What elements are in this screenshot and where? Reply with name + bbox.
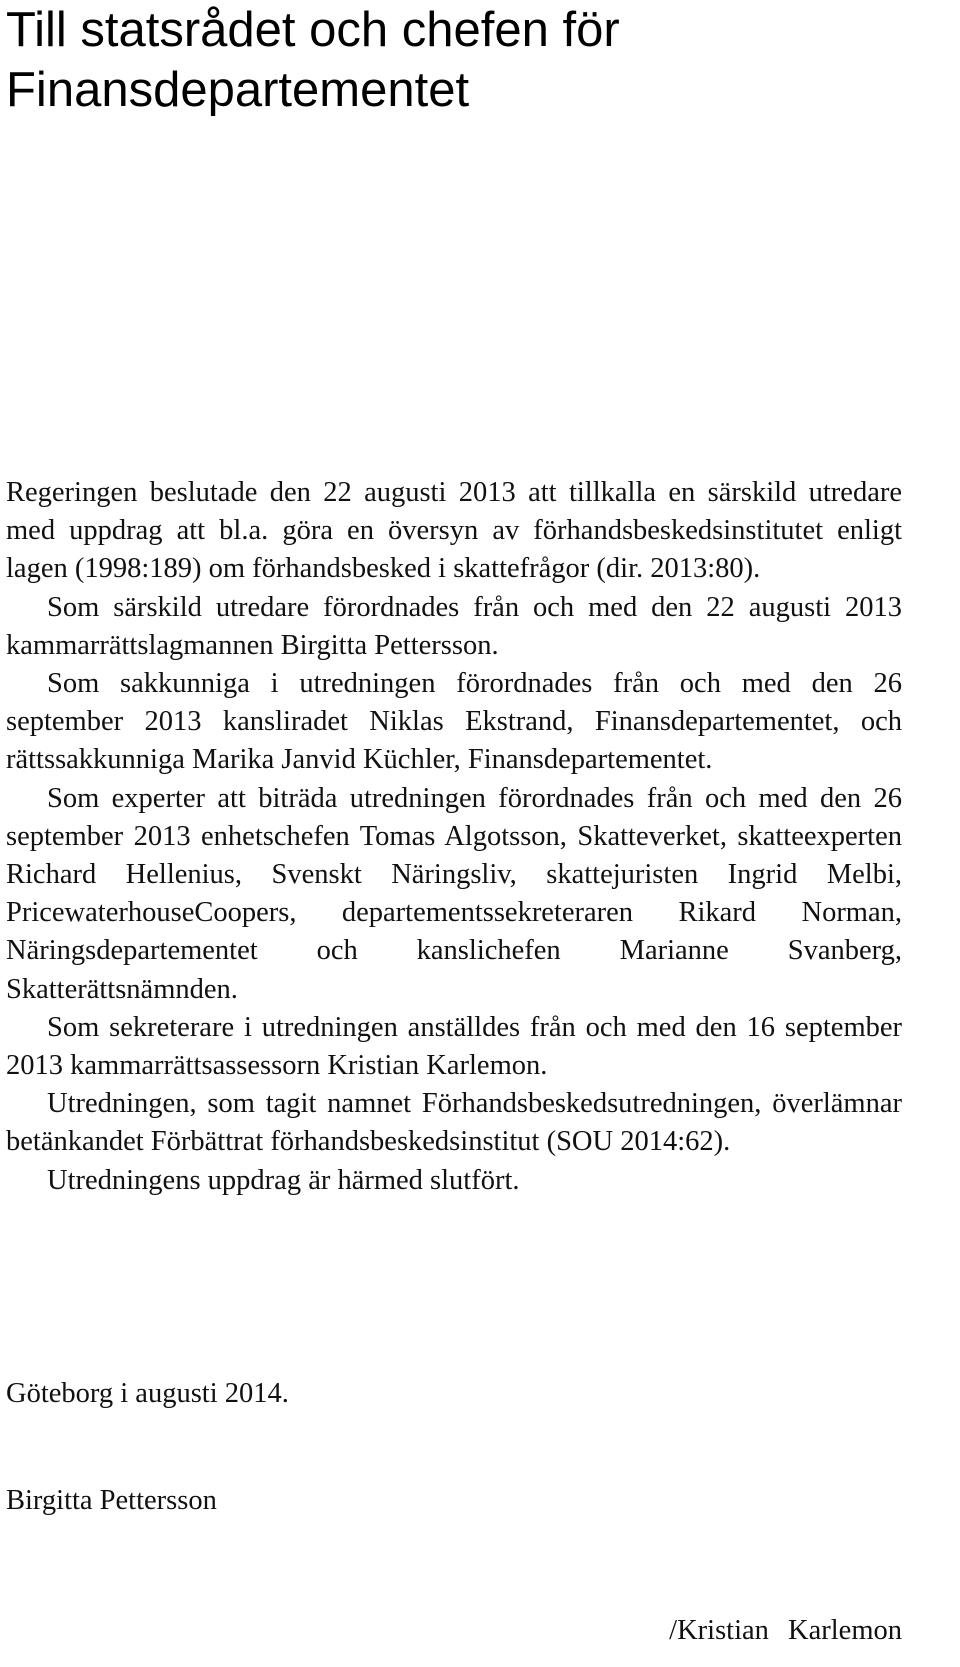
paragraph-report: Utredningen, som tagit namnet Förhandsbeskedsutredningen, överlämnar betänkandet Förbättrat förhandsbeskedsinstitut (SOU 2014:62). (6, 1088, 902, 1158)
paragraph-investigator: Som särskild utredare förordnades från och med den 22 augusti 2013 kammarrättslagmannen Birgitta Pettersson. (6, 591, 902, 661)
paragraph-completed: Utredningens uppdrag är härmed slutfört. (47, 1164, 520, 1196)
paragraph-experts: Som experter att biträda utredningen förordnades från och med den 26 september 2013 enhetschefen Tomas Algotsson, Skatteverket, skatteexperten Richard Hellenius, Svenskt Näringsliv, skattejuristen Ingrid Melbi, PricewaterhouseCoopers, departementssekreteraren Rikard Norman, Näringsdepartementet och kanslichefen Marianne Svanberg, Skatterättsnämnden. (6, 782, 902, 1005)
place-and-date: Göteborg i augusti 2014. (6, 1378, 289, 1409)
paragraph-assignment: Regeringen beslutade den 22 augusti 2013 att tillkalla en särskild utredare med uppdrag att bl.a. göra en översyn av förhandsbeskedsinstitutet enligt lagen (1998:189) om förhandsbesked i skattefrågor (dir. 2013:80). (6, 477, 902, 585)
investigator-signature: Birgitta Pettersson (6, 1485, 217, 1516)
title-line-1: Till statsrådet och chefen för (6, 3, 620, 57)
secretary-signature: /Kristian Karlemon (669, 1615, 902, 1646)
page-title (6, 0, 946, 120)
paragraph-secretary: Som sekreterare i utredningen anställdes från och med den 16 september 2013 kammarrättsassessorn Kristian Karlemon. (6, 1011, 902, 1082)
body-text (6, 474, 902, 1200)
paragraph-experts-legal: Som sakkunniga i utredningen förordnades från och med den 26 september 2013 kansliradet Niklas Ekstrand, Finansdepartementet, och rättssakkunniga Marika Janvid Küchler, Finansdepartementet. (6, 668, 902, 776)
title-line-2: Finansdepartementet (6, 63, 470, 117)
